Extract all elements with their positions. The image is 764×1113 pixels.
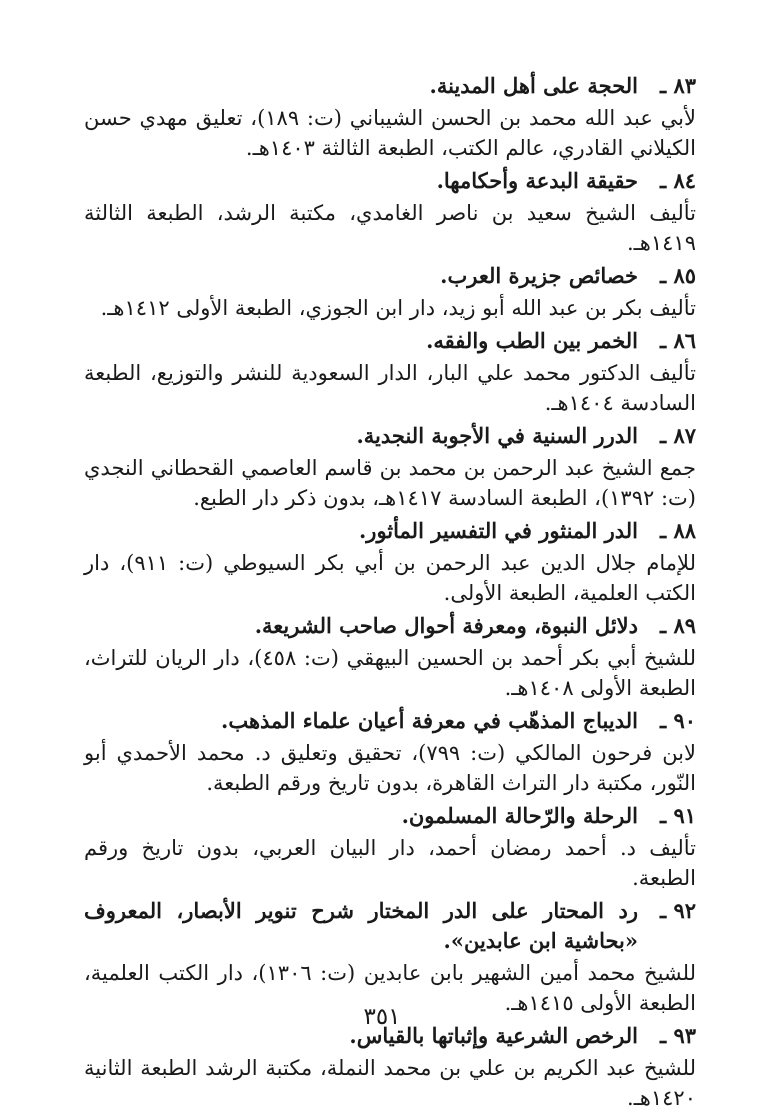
entry-description: تأليف الدكتور محمد علي البار، الدار السعودية للنشر والتوزيع، الطبعة السادسة ١٤٠٤هـ. (84, 361, 696, 415)
bibliography-entry (84, 896, 696, 1018)
entry-title-line (84, 261, 696, 291)
bibliography-entry (84, 1021, 696, 1113)
bibliography-entry (84, 421, 696, 513)
entry-description: جمع الشيخ عبد الرحمن بن محمد بن قاسم العاصمي القحطاني النجدي (ت: ١٣٩٢)، الطبعة السادسة ١٤١٧هـ، بدون ذكر دار الطبع. (84, 456, 696, 510)
bibliography-entry (84, 706, 696, 798)
entry-title: الخمر بين الطب والفقه. (426, 328, 638, 353)
bibliography-page (84, 68, 696, 1113)
entry-number: ٨٥ ـ (659, 263, 696, 288)
entry-title: الدر المنثور في التفسير المأثور. (359, 518, 638, 543)
entry-description: للإمام جلال الدين عبد الرحمن بن أبي بكر السيوطي (ت: ٩١١)، دار الكتب العلمية، الطبعة الأولى. (84, 551, 696, 605)
entry-description: تأليف الشيخ سعيد بن ناصر الغامدي، مكتبة الرشد، الطبعة الثالثة ١٤١٩هـ. (84, 201, 696, 255)
entry-title: الرحلة والرّحالة المسلمون. (401, 803, 638, 828)
entry-description: لابن فرحون المالكي (ت: ٧٩٩)، تحقيق وتعليق د. محمد الأحمدي أبو النّور، مكتبة دار التراث القاهرة، بدون تاريخ ورقم الطبعة. (84, 741, 697, 795)
entry-title: الرخص الشرعية وإثباتها بالقياس. (349, 1023, 638, 1048)
entry-title: حقيقة البدعة وأحكامها. (436, 168, 638, 193)
entry-title: الحجة على أهل المدينة. (429, 73, 638, 98)
entry-number: ٨٣ ـ (659, 73, 696, 98)
bibliography-entry (84, 71, 696, 163)
entry-title: دلائل النبوة، ومعرفة أحوال صاحب الشريعة. (254, 613, 638, 638)
entry-title-line (84, 326, 696, 356)
entry-description: للشيخ عبد الكريم بن علي بن محمد النملة، مكتبة الرشد الطبعة الثانية ١٤٢٠هـ. (84, 1056, 696, 1110)
entry-title-line (84, 706, 696, 736)
entry-number: ٩٢ ـ (659, 898, 696, 923)
entry-number: ٨٧ ـ (659, 423, 696, 448)
bibliography-entry (84, 261, 696, 323)
entry-title-line (84, 166, 696, 196)
entry-title-line (84, 801, 696, 831)
entry-title: خصائص جزيرة العرب. (440, 263, 638, 288)
entry-number: ٨٨ ـ (659, 518, 696, 543)
bibliography-entry (84, 516, 696, 608)
bibliography-entry (84, 611, 696, 703)
entry-description: للشيخ محمد أمين الشهير بابن عابدين (ت: ١٣٠٦)، دار الكتب العلمية، الطبعة الأولى ١٤١٥هـ. (84, 961, 696, 1015)
entry-number: ٨٩ ـ (659, 613, 696, 638)
entry-title: الدرر السنية في الأجوبة النجدية. (356, 423, 638, 448)
entry-title: رد المحتار على الدر المختار شرح تنوير الأبصار، المعروف «بحاشية ابن عابدين». (84, 898, 638, 953)
bibliography-entry (84, 166, 696, 258)
entry-description: لأبي عبد الله محمد بن الحسن الشيباني (ت: ١٨٩)، تعليق مهدي حسن الكيلاني القادري، عالم الكتب، الطبعة الثالثة ١٤٠٣هـ. (84, 106, 696, 160)
entry-description: للشيخ أبي بكر أحمد بن الحسين البيهقي (ت: ٤٥٨)، دار الريان للتراث، الطبعة الأولى ١٤٠٨هـ. (84, 646, 697, 700)
page-number: ٣٥١ (363, 1004, 401, 1030)
bibliography-entry (84, 326, 696, 418)
entry-title-line (84, 896, 696, 956)
entry-number: ٨٦ ـ (659, 328, 696, 353)
entry-title-line (84, 71, 696, 101)
entry-description: تأليف د. أحمد رمضان أحمد، دار البيان العربي، بدون تاريخ ورقم الطبعة. (84, 836, 696, 890)
entry-title: الديباج المذهّب في معرفة أعيان علماء المذهب. (221, 708, 638, 733)
bibliography-entry (84, 801, 696, 893)
entry-number: ٨٤ ـ (659, 168, 696, 193)
entry-description: تأليف بكر بن عبد الله أبو زيد، دار ابن الجوزي، الطبعة الأولى ١٤١٢هـ. (100, 296, 696, 320)
entry-title-line (84, 516, 696, 546)
entry-title-line (84, 611, 696, 641)
entry-number: ٩٠ ـ (659, 708, 696, 733)
entry-number: ٩٣ ـ (659, 1023, 696, 1048)
entry-number: ٩١ ـ (659, 803, 696, 828)
entry-title-line (84, 421, 696, 451)
